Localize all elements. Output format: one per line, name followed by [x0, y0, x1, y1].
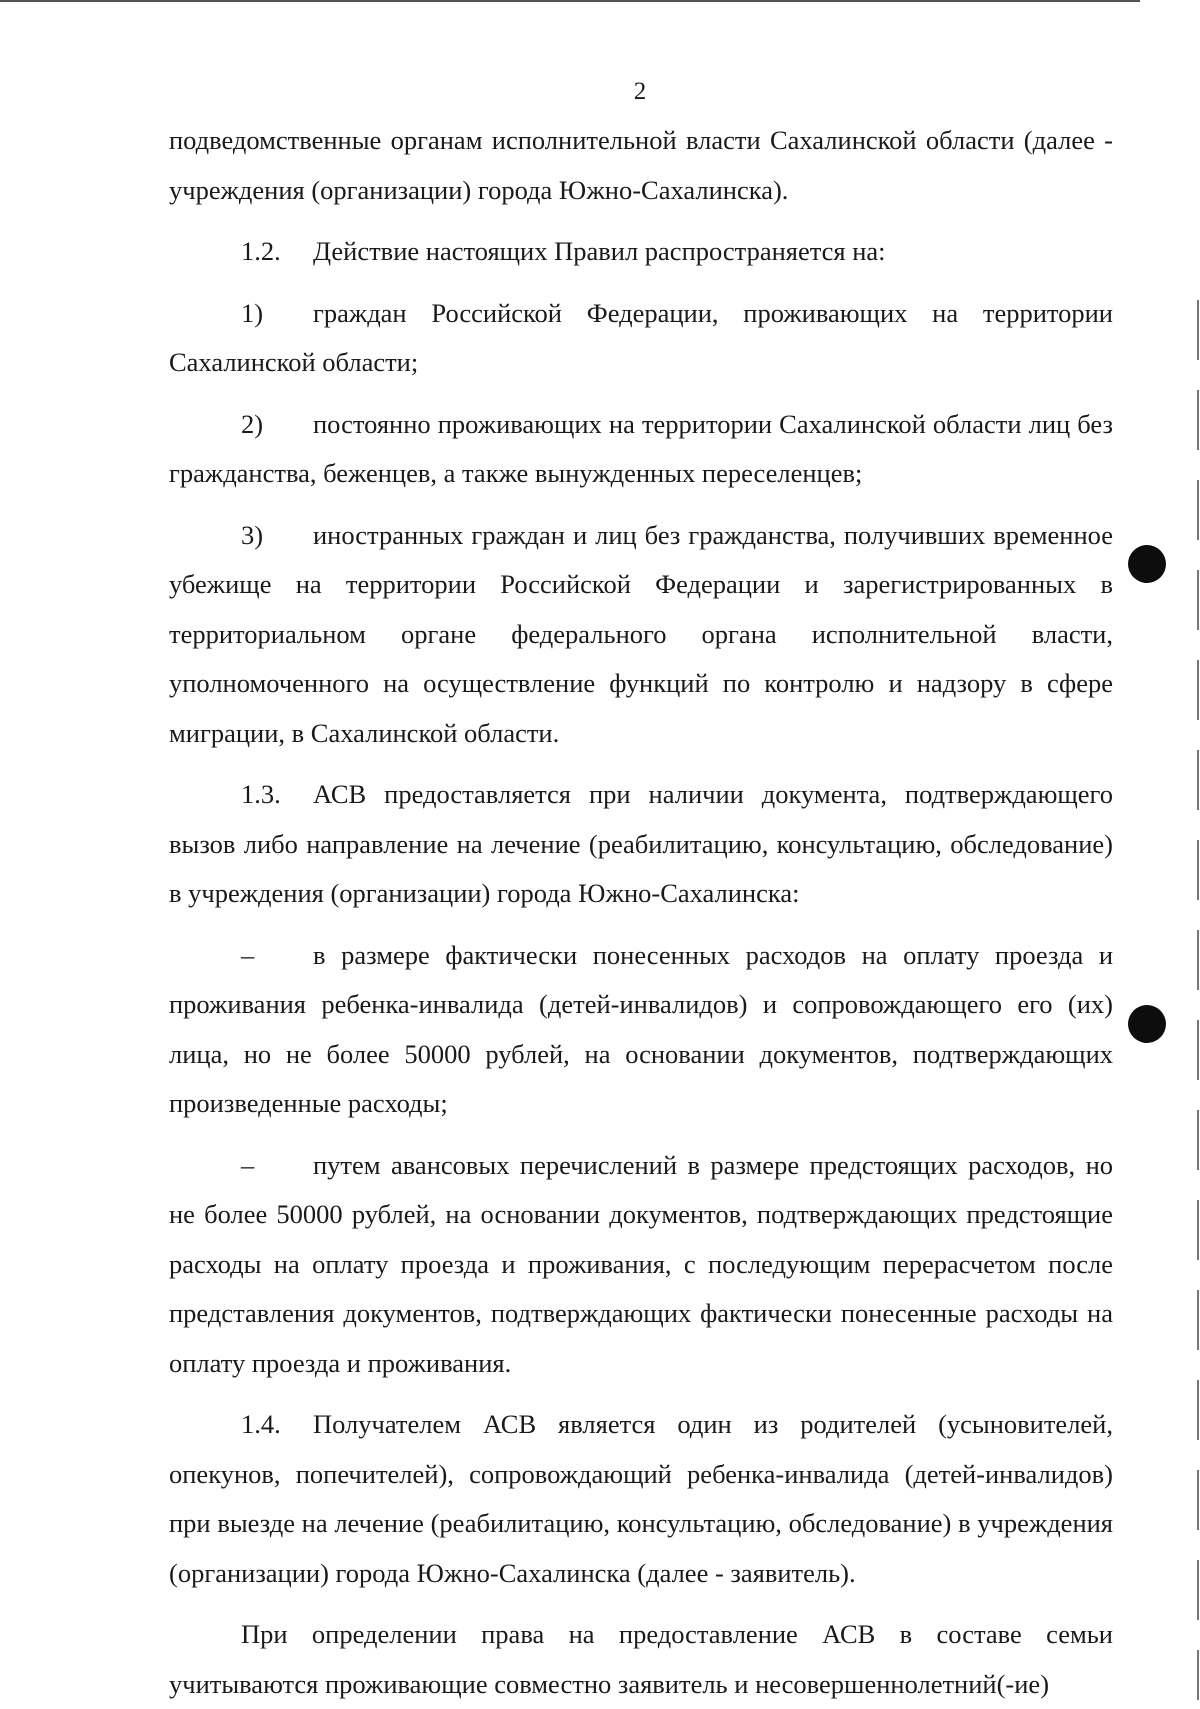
scan-edge-right — [1197, 300, 1199, 1700]
paragraph-family — [169, 1610, 1113, 1709]
clause-number: 1.2. — [241, 236, 281, 266]
dash-item-1 — [169, 931, 1113, 1129]
clause-1-3 — [169, 770, 1113, 919]
paragraph-text: Действие настоящих Правил распространяется на: — [313, 236, 886, 266]
list-number: 2) — [241, 408, 264, 439]
paragraph-text: путем авансовых перечислений в размере предстоящих расходов, но не более 50000 рублей, на основании документов, подтверждающих предстоящие расходы на оплату проезда и проживания, с последующим перерасчетом после представления документов, подтверждающих фактически понесенные расходы на оплату проезда и проживания. — [169, 1149, 1113, 1378]
document-body — [169, 116, 1113, 1709]
paragraph-text: подведомственные органам исполнительной власти Сахалинской области (далее - учреждения (организации) города Южно-Сахалинска). — [169, 125, 1113, 205]
paragraph-text: постоянно проживающих на территории Сахалинской области лиц без гражданства, беженцев, а также вынужденных переселенцев; — [169, 408, 1113, 488]
list-item-3 — [169, 511, 1113, 759]
paragraph-text: в размере фактически понесенных расходов на оплату проезда и проживания ребенка-инвалида (детей-инвалидов) и сопровождающего его (их) лица, но не более 50000 рублей, на основании документов, подтверждающих произведенные расходы; — [169, 939, 1113, 1118]
clause-1-2 — [169, 227, 1113, 277]
list-number: 1) — [241, 297, 264, 328]
punch-hole — [1128, 1005, 1166, 1043]
paragraph-text: При определении права на предоставление АСВ в составе семьи учитываются проживающие совместно заявитель и несовершеннолетний(-ие) — [169, 1619, 1113, 1699]
paragraph-text: граждан Российской Федерации, проживающих на территории Сахалинской области; — [169, 297, 1113, 377]
clause-number: 1.4. — [241, 1409, 281, 1439]
list-item-2 — [169, 400, 1113, 499]
paragraph-text: иностранных граждан и лиц без гражданства, получивших временное убежище на территории Российской Федерации и зарегистрированных в территориальном органе федерального органа исполнительной власти, уполномоченного на осуществление функций по контролю и надзору в сфере миграции, в Сахалинской области. — [169, 519, 1113, 748]
list-item-1 — [169, 289, 1113, 388]
clause-number: 1.3. — [241, 779, 281, 809]
punch-hole — [1128, 545, 1166, 583]
scan-edge-top — [0, 0, 1140, 2]
paragraph-text: Получателем АСВ является один из родителей (усыновителей, опекунов, попечителей), сопровождающий ребенка-инвалида (детей-инвалидов) при выезде на лечение (реабилитацию, консультацию, обследование) в учреждения (организации) города Южно-Сахалинска (далее - заявитель). — [169, 1409, 1113, 1588]
clause-1-4 — [169, 1400, 1113, 1598]
paragraph-continuation — [169, 116, 1113, 215]
dash-item-2 — [169, 1141, 1113, 1389]
dash-marker: – — [241, 939, 255, 970]
page-number: 2 — [633, 78, 647, 105]
dash-marker: – — [241, 1149, 255, 1180]
paragraph-text: АСВ предоставляется при наличии документа, подтверждающего вызов либо направление на лечение (реабилитацию, консультацию, обследование) в учреждения (организации) города Южно-Сахалинска: — [169, 779, 1113, 908]
list-number: 3) — [241, 519, 264, 550]
